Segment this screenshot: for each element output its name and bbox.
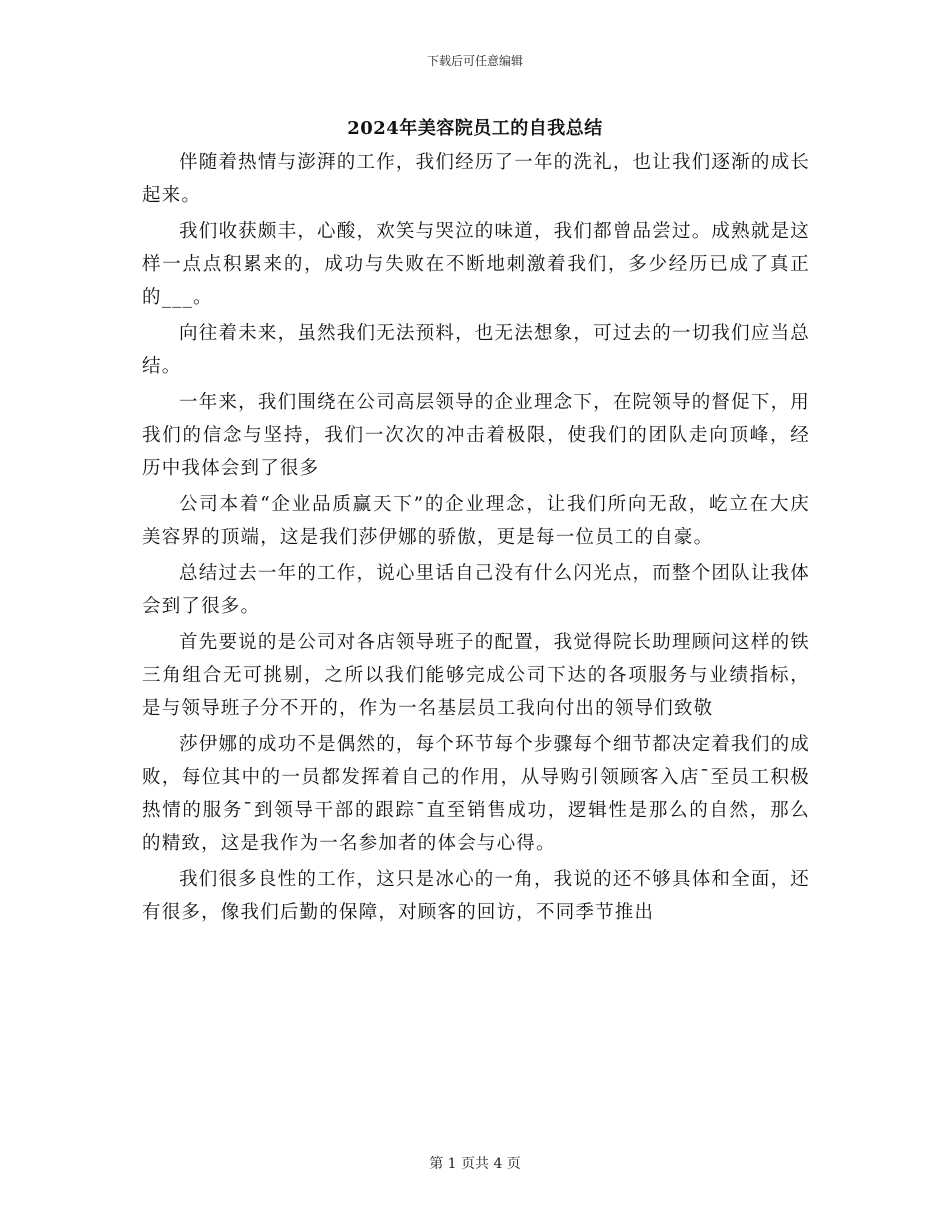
paragraph: 伴随着热情与澎湃的工作，我们经历了一年的洗礼，也让我们逐渐的成长起来。 <box>142 152 810 206</box>
page-header-note: 下载后可任意编辑 <box>426 54 523 68</box>
paragraph: 向往着未来，虽然我们无法预料，也无法想象，可过去的一切我们应当总结。 <box>142 323 810 377</box>
paragraph: 首先要说的是公司对各店领导班子的配置，我觉得院长助理顾问这样的铁三角组合无可挑剔，之所以我们能够完成公司下达的各项服务与业绩指标，是与领导班子分不开的，作为一名基层员工我向付出的领导们致敬 <box>142 632 810 719</box>
paragraph: 我们很多良性的工作，这只是冰心的一角，我说的还不够具体和全面，还有很多，像我们后勤的保障，对顾客的回访，不同季节推出 <box>142 869 810 923</box>
paragraph: 总结过去一年的工作，说心里话自己没有什么闪光点，而整个团队让我体会到了很多。 <box>142 563 810 617</box>
document-title: 2024年美容院员工的自我总结 <box>347 118 603 139</box>
document-body <box>142 146 810 932</box>
paragraph: 公司本着“企业品质赢天下”的企业理念，让我们所向无敌，屹立在大庆美容界的顶端，这是我们莎伊娜的骄傲，更是每一位员工的自豪。 <box>142 494 810 548</box>
page-number-footer: 第 1 页共 4 页 <box>429 1156 521 1172</box>
paragraph: 莎伊娜的成功不是偶然的，每个环节每个步骤每个细节都决定着我们的成败，每位其中的一员都发挥着自己的作用，从导购引领顾客入店¯至员工积极热情的服务¯到领导干部的跟踪¯直至销售成功，逻辑性是那么的自然，那么的精致，这是我作为一名参加者的体会与心得。 <box>142 734 810 854</box>
paragraph: 我们收获颇丰，心酸，欢笑与哭泣的味道，我们都曾品尝过。成熟就是这样一点点积累来的，成功与失败在不断地刺激着我们，多少经历已成了真正的___。 <box>142 221 810 308</box>
paragraph: 一年来，我们围绕在公司高层领导的企业理念下，在院领导的督促下，用我们的信念与坚持，我们一次次的冲击着极限，使我们的团队走向顶峰，经历中我体会到了很多 <box>142 392 810 479</box>
